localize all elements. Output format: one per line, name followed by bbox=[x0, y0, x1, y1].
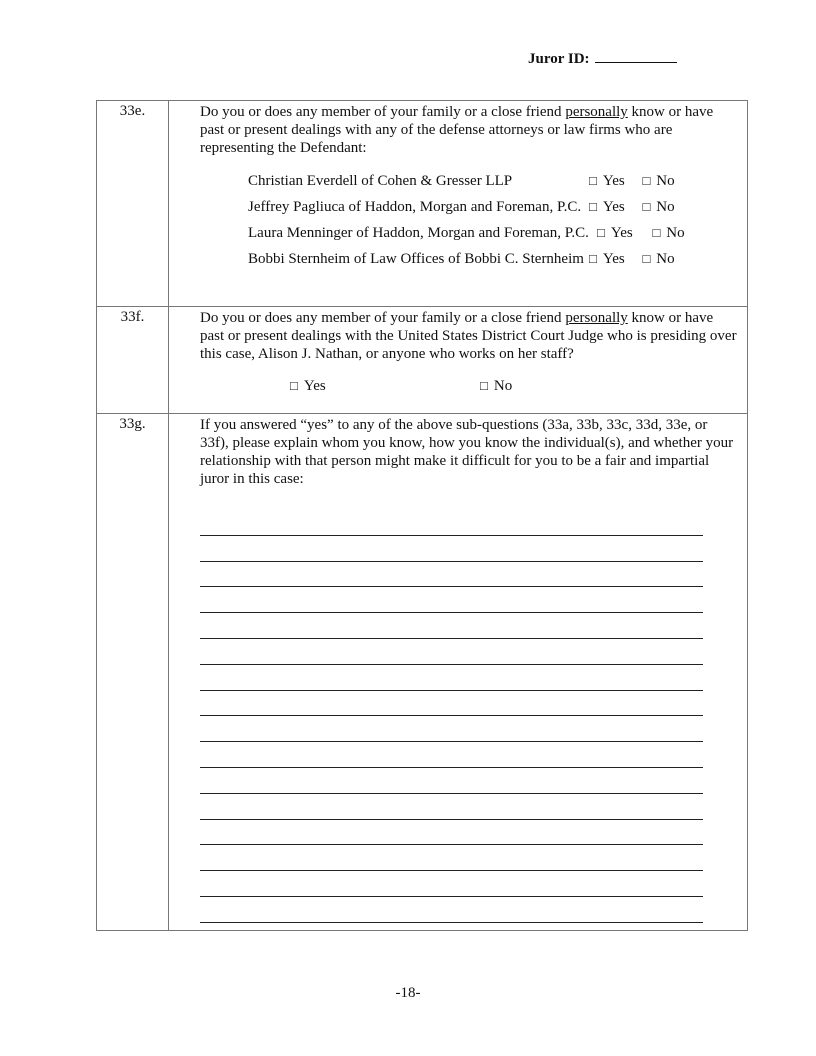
question-row-33f bbox=[97, 307, 748, 414]
question-text bbox=[200, 103, 739, 157]
question-body-33e bbox=[169, 101, 748, 307]
no-label: No bbox=[656, 173, 675, 189]
answer-line[interactable] bbox=[200, 871, 703, 897]
yes-option[interactable] bbox=[290, 377, 326, 395]
juror-id-field bbox=[528, 48, 677, 68]
no-label: No bbox=[493, 378, 513, 394]
yes-label: Yes bbox=[602, 173, 625, 189]
yes-label: Yes bbox=[303, 378, 326, 394]
question-text-part: know or have past or present dealings with the United States District Court Judge who is presiding over this case, Alison J. Nathan, or anyone who works on her staff? bbox=[200, 310, 737, 362]
juror-id-blank[interactable] bbox=[595, 48, 677, 63]
counsel-item bbox=[248, 250, 739, 276]
yes-label: Yes bbox=[602, 251, 625, 267]
no-checkbox[interactable]: □ bbox=[642, 251, 651, 266]
no-checkbox[interactable]: □ bbox=[652, 225, 661, 240]
counsel-name: Jeffrey Pagliuca of Haddon, Morgan and Foreman, P.C. bbox=[248, 199, 582, 215]
counsel-item bbox=[248, 198, 739, 224]
answer-line[interactable] bbox=[200, 510, 703, 536]
emphasis-text: personally bbox=[565, 310, 628, 326]
yes-no-options bbox=[589, 198, 675, 216]
yes-checkbox[interactable]: □ bbox=[589, 199, 597, 214]
yes-no-options bbox=[200, 377, 739, 399]
question-text-part: know or have past or present dealings with any of the defense attorneys or law firms who are representing the Defendant: bbox=[200, 104, 714, 156]
answer-line[interactable] bbox=[200, 716, 703, 742]
counsel-list bbox=[248, 172, 739, 276]
yes-checkbox[interactable]: □ bbox=[597, 225, 605, 240]
answer-line[interactable] bbox=[200, 562, 703, 588]
question-text: If you answered “yes” to any of the above sub-questions (33a, 33b, 33c, 33d, 33e, or 33f), please explain whom you know, how you know the individual(s), and whether your relationship with that person might make it difficult for you to be a fair and impartial juror in this case: bbox=[200, 417, 734, 487]
answer-line[interactable] bbox=[200, 665, 703, 691]
question-row-33e bbox=[97, 101, 748, 307]
yes-no-options bbox=[597, 224, 685, 242]
question-text-part: Do you or does any member of your family or a close friend bbox=[200, 310, 566, 326]
question-number: 33f. bbox=[97, 307, 169, 414]
answer-line[interactable] bbox=[200, 897, 703, 923]
answer-lines[interactable] bbox=[200, 510, 739, 923]
answer-line[interactable] bbox=[200, 691, 703, 717]
answer-line[interactable] bbox=[200, 742, 703, 768]
counsel-item bbox=[248, 224, 739, 250]
no-label: No bbox=[656, 199, 675, 215]
no-checkbox[interactable]: □ bbox=[642, 173, 651, 188]
no-label: No bbox=[656, 251, 675, 267]
answer-line[interactable] bbox=[200, 794, 703, 820]
page-number: -18- bbox=[395, 985, 421, 1001]
counsel-name: Bobbi Sternheim of Law Offices of Bobbi C. Sternheim bbox=[248, 251, 584, 267]
yes-no-options bbox=[589, 250, 675, 268]
yes-checkbox[interactable]: □ bbox=[589, 173, 597, 188]
question-body-33f bbox=[169, 307, 748, 414]
yes-checkbox[interactable]: □ bbox=[589, 251, 597, 266]
question-row-33g bbox=[97, 414, 748, 931]
question-text bbox=[200, 309, 739, 363]
no-checkbox[interactable]: □ bbox=[642, 199, 651, 214]
counsel-item bbox=[248, 172, 739, 198]
answer-line[interactable] bbox=[200, 845, 703, 871]
question-number: 33g. bbox=[97, 414, 169, 931]
answer-line[interactable] bbox=[200, 587, 703, 613]
question-text-part: Do you or does any member of your family or a close friend bbox=[200, 104, 566, 120]
yes-label: Yes bbox=[602, 199, 625, 215]
counsel-name: Christian Everdell of Cohen & Gresser LLP bbox=[248, 173, 513, 189]
yes-checkbox[interactable]: □ bbox=[290, 378, 298, 393]
answer-line[interactable] bbox=[200, 820, 703, 846]
juror-id-label: Juror ID: bbox=[528, 51, 590, 67]
answer-line[interactable] bbox=[200, 639, 703, 665]
answer-line[interactable] bbox=[200, 536, 703, 562]
questionnaire-table bbox=[96, 100, 748, 931]
question-body-33g bbox=[169, 414, 748, 931]
yes-no-options bbox=[589, 172, 675, 190]
no-label: No bbox=[666, 225, 685, 241]
answer-line[interactable] bbox=[200, 768, 703, 794]
counsel-name: Laura Menninger of Haddon, Morgan and Foreman, P.C. bbox=[248, 225, 589, 241]
question-number: 33e. bbox=[97, 101, 169, 307]
emphasis-text: personally bbox=[565, 104, 628, 120]
no-option[interactable] bbox=[480, 377, 512, 395]
no-checkbox[interactable]: □ bbox=[480, 378, 488, 393]
yes-label: Yes bbox=[610, 225, 633, 241]
answer-line[interactable] bbox=[200, 613, 703, 639]
